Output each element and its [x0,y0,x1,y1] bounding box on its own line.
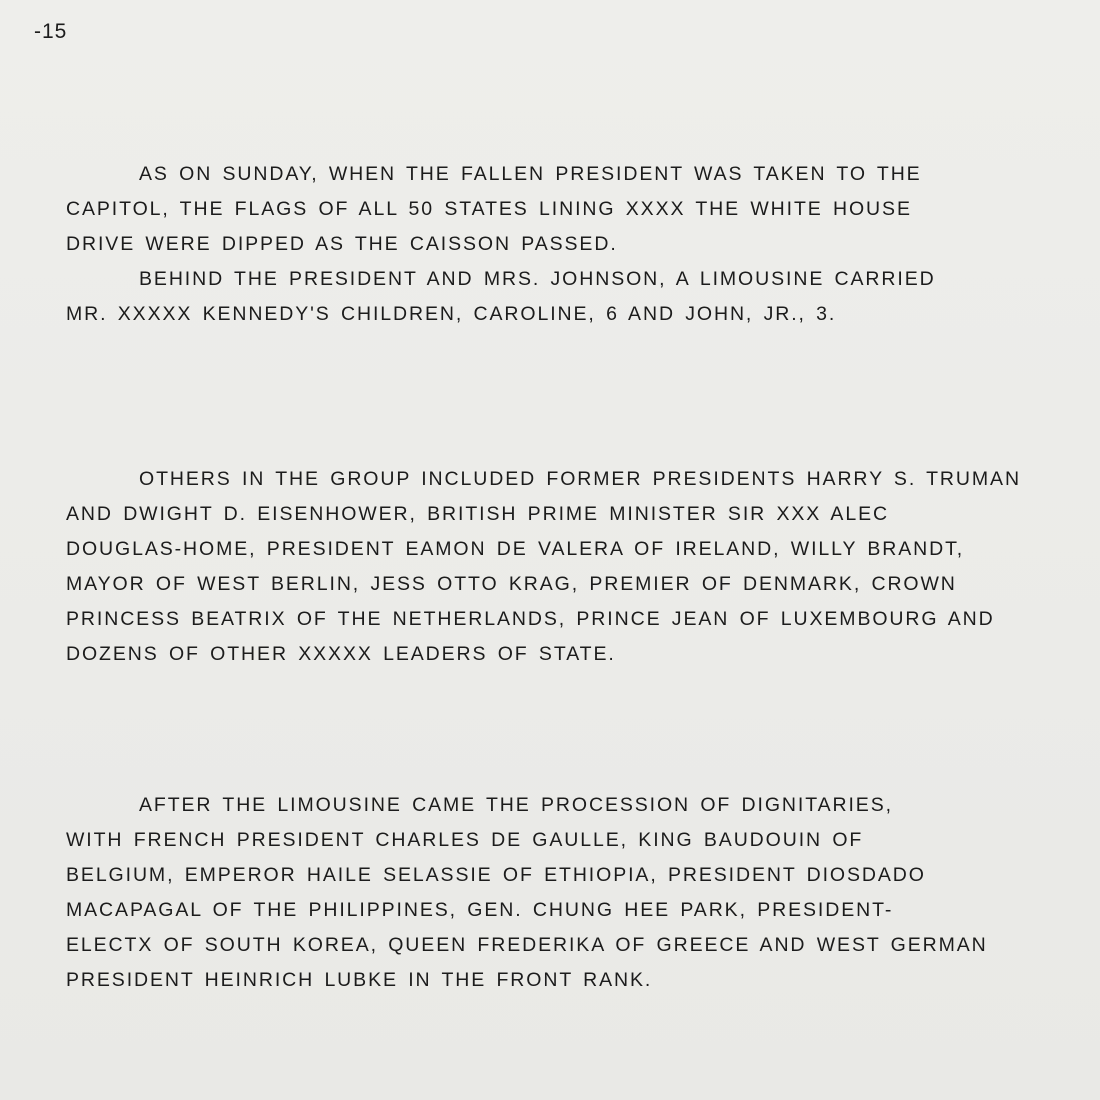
text-line: AS ON SUNDAY, WHEN THE FALLEN PRESIDENT WAS TAKEN TO THE [139,163,922,185]
text-line: MAYOR OF WEST BERLIN, JESS OTTO KRAG, PREMIER OF DENMARK, CROWN [66,573,957,595]
text-line: DOUGLAS-HOME, PRESIDENT EAMON DE VALERA OF IRELAND, WILLY BRANDT, [66,538,965,560]
paragraph-flags-and-limousine [66,157,936,332]
text-line: DRIVE WERE DIPPED AS THE CAISSON PASSED. [66,233,618,255]
text-line: DOZENS OF OTHER XXXXX LEADERS OF STATE. [66,643,616,665]
paragraph-group-members [66,462,1021,672]
paragraph-procession [66,788,988,998]
text-line: ELECTX OF SOUTH KOREA, QUEEN FREDERIKA OF GREECE AND WEST GERMAN [66,934,988,956]
text-line: AND DWIGHT D. EISENHOWER, BRITISH PRIME MINISTER SIR XXX ALEC [66,503,889,525]
text-line: BEHIND THE PRESIDENT AND MRS. JOHNSON, A LIMOUSINE CARRIED [139,268,936,290]
text-line: PRESIDENT HEINRICH LUBKE IN THE FRONT RANK. [66,969,653,991]
text-line: BELGIUM, EMPEROR HAILE SELASSIE OF ETHIOPIA, PRESIDENT DIOSDADO [66,864,926,886]
text-line: AFTER THE LIMOUSINE CAME THE PROCESSION OF DIGNITARIES, [139,794,893,816]
text-line: MR. XXXXX KENNEDY'S CHILDREN, CAROLINE, 6 AND JOHN, JR., 3. [66,303,837,325]
text-line: PRINCESS BEATRIX OF THE NETHERLANDS, PRINCE JEAN OF LUXEMBOURG AND [66,608,995,630]
text-line: OTHERS IN THE GROUP INCLUDED FORMER PRESIDENTS HARRY S. TRUMAN [139,468,1021,490]
text-line: MACAPAGAL OF THE PHILIPPINES, GEN. CHUNG HEE PARK, PRESIDENT- [66,899,894,921]
text-line: CAPITOL, THE FLAGS OF ALL 50 STATES LINING XXXX THE WHITE HOUSE [66,198,912,220]
text-line: WITH FRENCH PRESIDENT CHARLES DE GAULLE, KING BAUDOUIN OF [66,829,864,851]
page-number: -15 [34,20,68,43]
